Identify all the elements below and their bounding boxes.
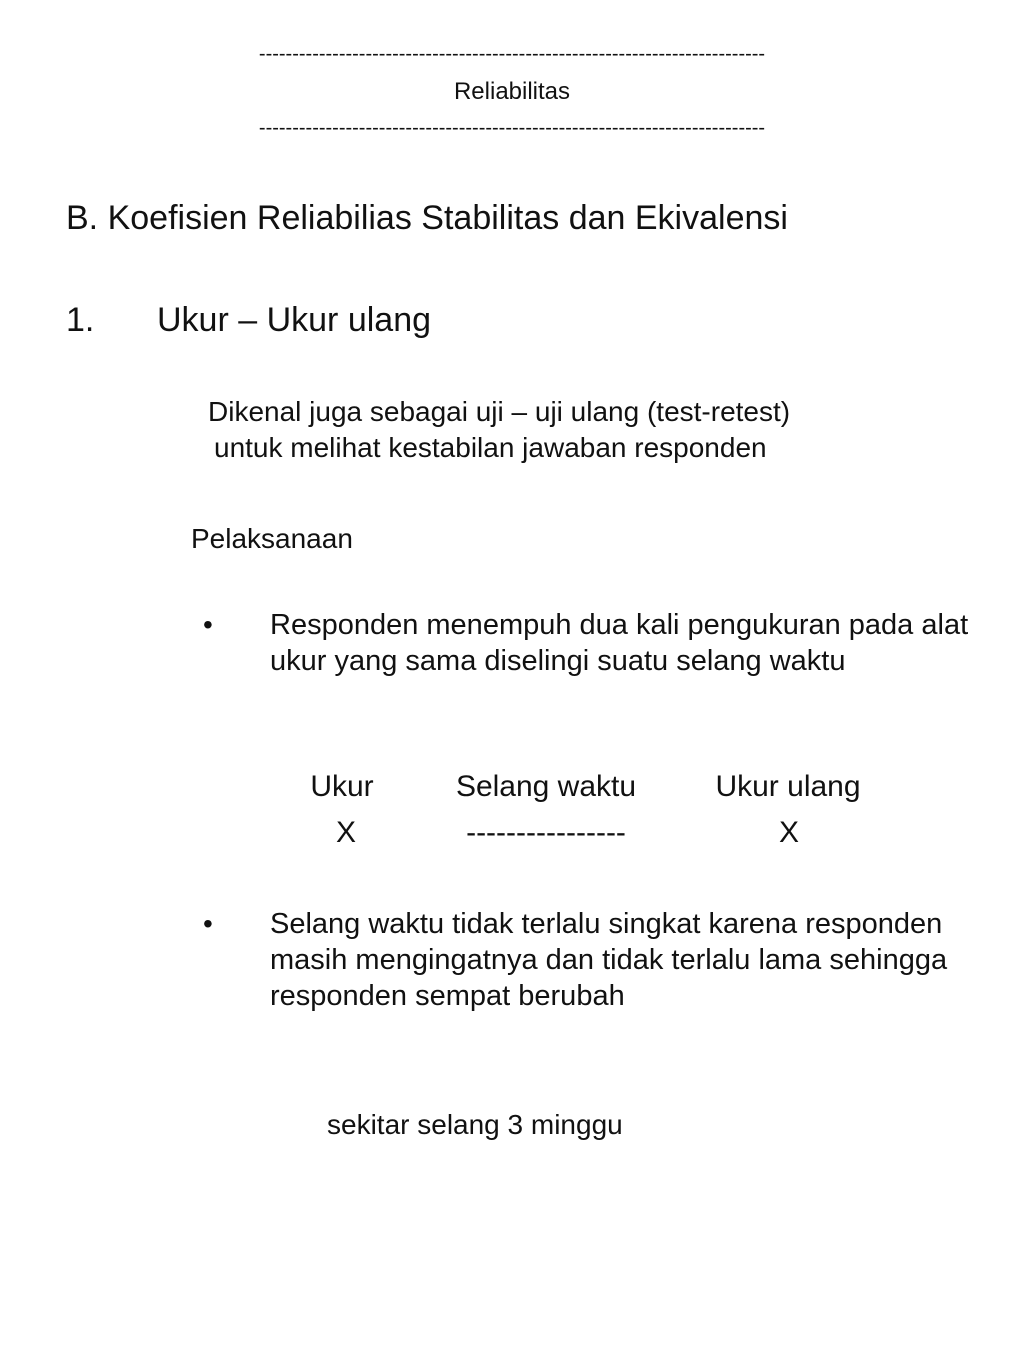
header-title: Reliabilitas (453, 78, 571, 105)
bullet-text: Selang waktu tidak terlalu singkat karena responden masih mengingatnya dan tidak terlalu lama sehingga responden sempat berubah (270, 908, 948, 1012)
schema-value-dashes: ---------------- (466, 816, 626, 849)
schema-value-x-2: X (778, 816, 799, 849)
subheading-pelaksanaan: Pelaksanaan (191, 523, 353, 554)
bullet-marker: • (203, 908, 213, 939)
schema-header-ukur: Ukur (310, 770, 374, 803)
header-rule-bottom: ---------------------------------------------------------------------------- (258, 117, 766, 139)
schema-value-x-1: X (335, 816, 356, 849)
schema-header-selang-waktu: Selang waktu (455, 770, 637, 803)
header-rule-top: ---------------------------------------------------------------------------- (258, 43, 766, 65)
bullet-marker: • (203, 609, 213, 640)
note-interval: sekitar selang 3 minggu (327, 1109, 623, 1140)
item-number: 1. (66, 301, 95, 339)
description-line-2: untuk melihat kestabilan jawaban responden (214, 432, 767, 463)
section-heading: B. Koefisien Reliabilias Stabilitas dan Ekivalensi (66, 199, 788, 237)
schema-header-ukur-ulang: Ukur ulang (715, 770, 861, 803)
item-title: Ukur – Ukur ulang (157, 301, 432, 339)
description-line-1: Dikenal juga sebagai uji – uji ulang (test-retest) (208, 396, 791, 427)
bullet-text: Responden menempuh dua kali pengukuran pada alat ukur yang sama diselingi suatu selang waktu (270, 609, 969, 677)
